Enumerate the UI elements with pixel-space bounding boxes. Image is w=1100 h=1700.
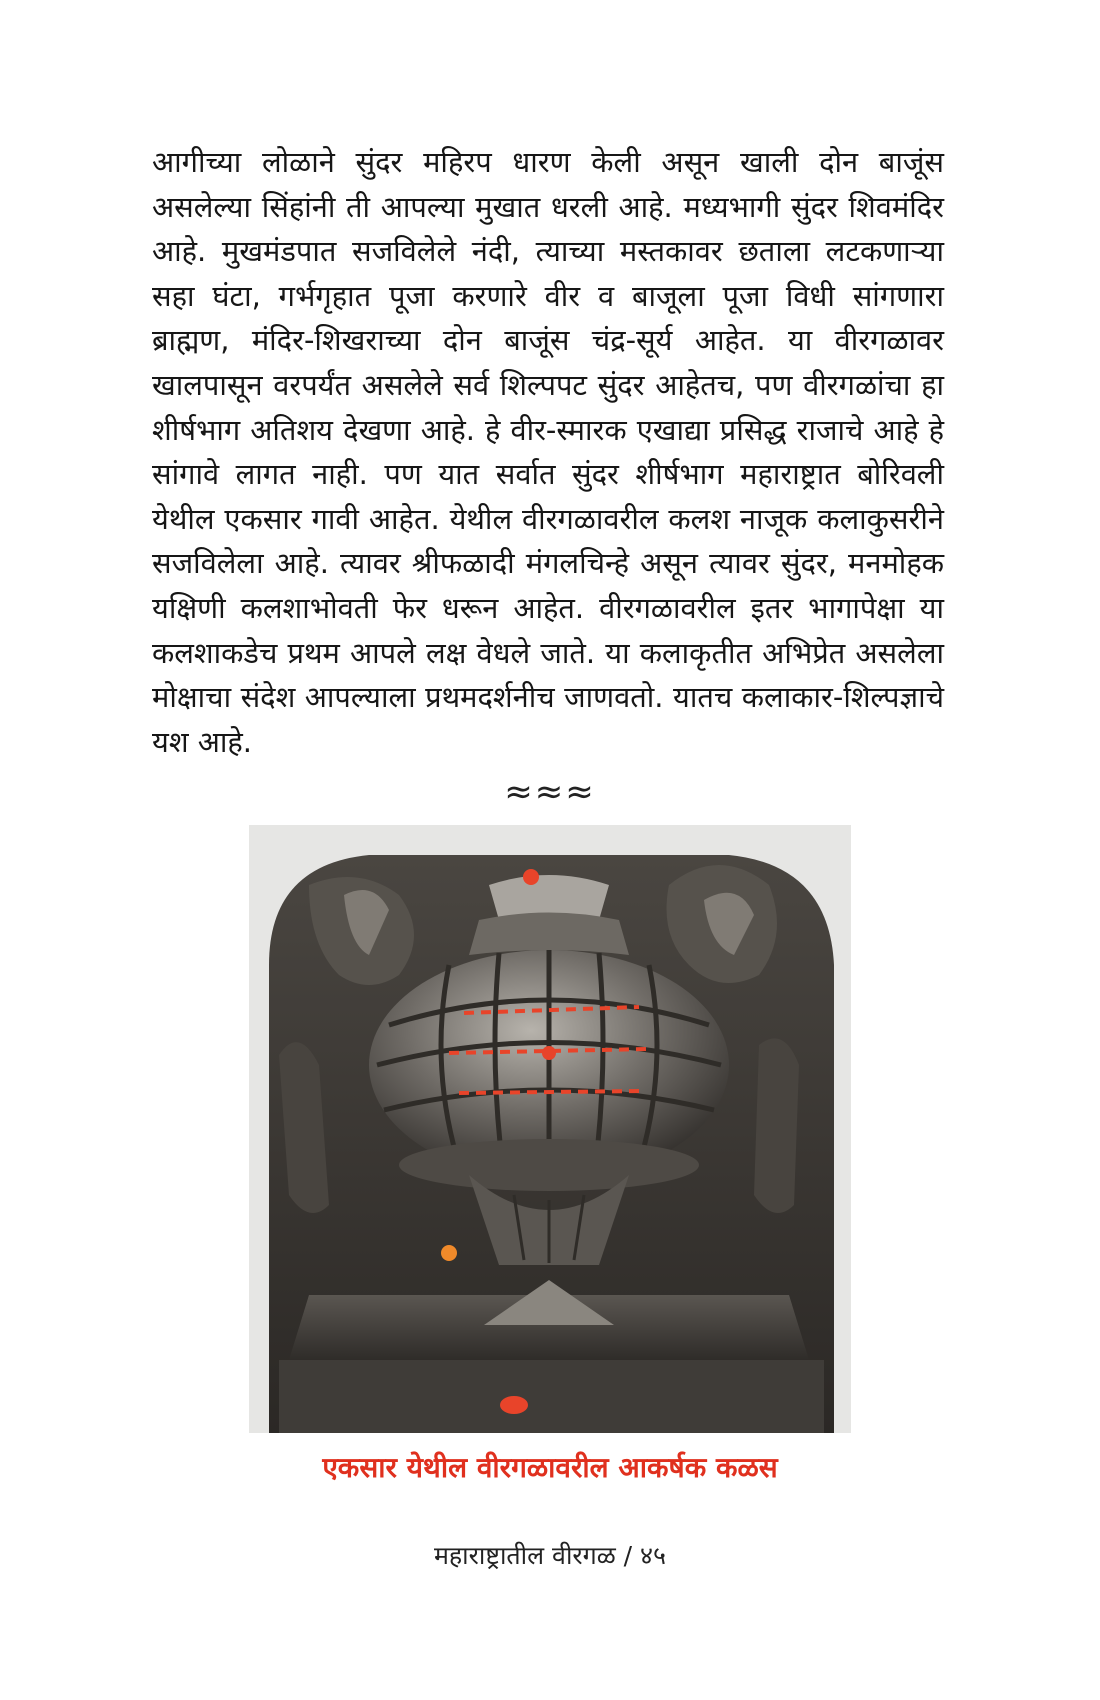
page-footer: महाराष्ट्रातील वीरगळ / ४५	[433, 1541, 667, 1570]
vermilion-mark	[523, 869, 539, 885]
kalash-photo-illustration	[249, 825, 851, 1433]
photo-caption: एकसार येथील वीरगळावरील आकर्षक कळस	[322, 1451, 778, 1484]
vermilion-base-mark	[500, 1396, 528, 1414]
body-paragraph: आगीच्या लोळाने सुंदर महिरप धारण केली असून खाली दोन बाजूंस असलेल्या सिंहांनी ती आपल्या मुखात धरली आहे. मध्यभागी सुंदर शिवमंदिर आहे. मुखमंडपात सजविलेले नंदी, त्याच्या मस्तकावर छताला लटकणाऱ्या सहा घंटा, गर्भगृहात पूजा करणारे वीर व बाजूला पूजा विधी सांगणारा ब्राह्मण, मंदिर-शिखराच्या दोन बाजूंस चंद्र-सूर्य आहेत. या वीरगळावर खालपासून वरपर्यंत असलेले सर्व शिल्पपट सुंदर आहेतच, पण वीरगळांचा हा शीर्षभाग अतिशय देखणा आहे. हे वीर-स्मारक एखाद्या प्रसिद्ध राजाचे आहे हे सांगावे लागत नाही. पण यात सर्वात सुंदर शीर्षभाग महाराष्ट्रात बोरिवली येथील एकसार गावी आहेत. येथील वीरगळावरील कलश नाजूक कलाकुसरीने सजविलेला आहे. त्यावर श्रीफळादी मंगलचिन्हे असून त्यावर सुंदर, मनमोहक यक्षिणी कलशाभोवती फेर धरून आहेत. वीरगळावरील इतर भागापेक्षा या कलशाकडेच प्रथम आपले लक्ष वेधले जाते. या कलाकृतीत अभिप्रेत असलेला मोक्षाचा संदेश आपल्याला प्रथमदर्शनीच जाणवतो. यातच कलाकार-शिल्पज्ञाचे यश आहे.	[152, 145, 944, 759]
kalash-lower-band	[399, 1139, 699, 1191]
right-yakshini-carving	[754, 1038, 799, 1213]
kalash-photo	[249, 825, 851, 1433]
pedestal-base	[279, 1360, 824, 1433]
vermilion-dot	[542, 1046, 556, 1060]
kalash-neck	[469, 913, 629, 956]
section-separator: ≈≈≈	[504, 772, 596, 812]
flower-offering	[441, 1245, 457, 1261]
